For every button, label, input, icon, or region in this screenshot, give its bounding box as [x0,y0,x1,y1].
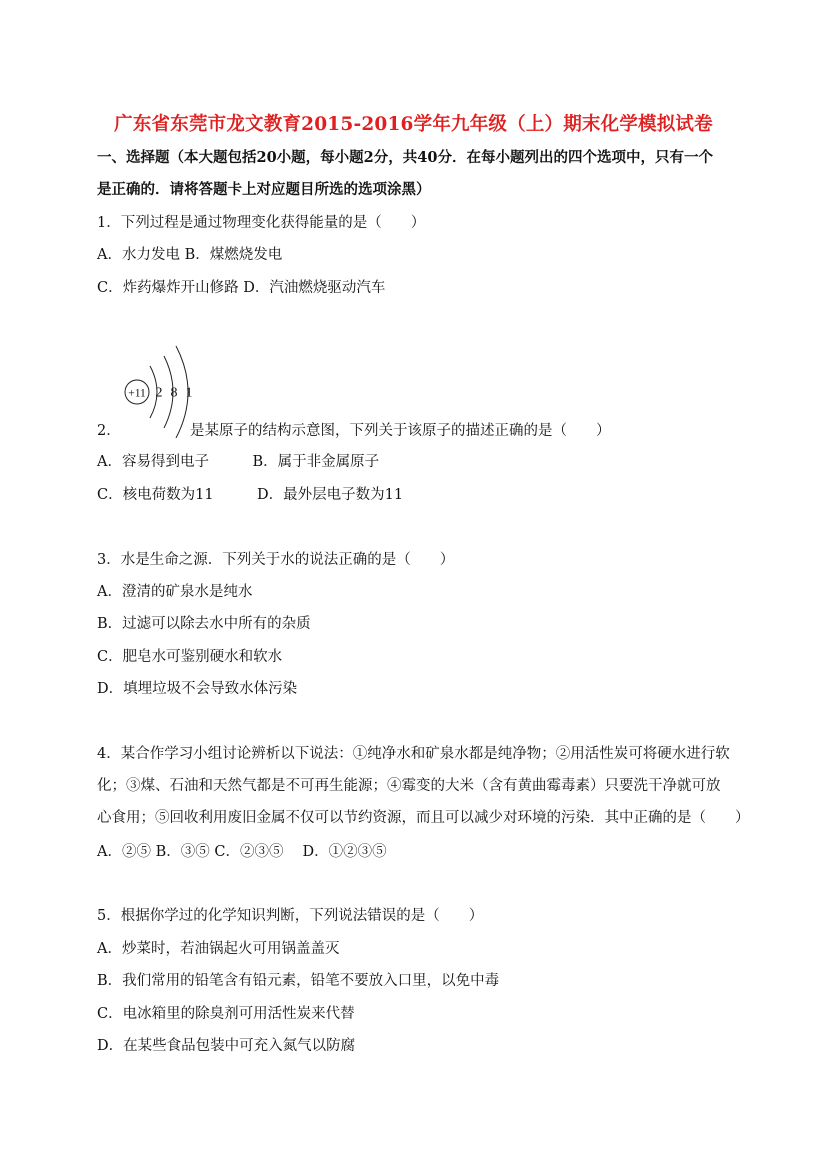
q3-option-c: C．肥皂水可鉴别硬水和软水 [97,649,283,665]
q1-options-ab: A．水力发电 B．煤燃烧发电 [97,247,283,263]
section-heading-line-1: 一、选择题（本大题包括20小题，每小题2分，共40分．在每小题列出的四个选项中，只有一个 [97,149,713,166]
q3-option-d: D．填埋垃圾不会导致水体污染 [97,681,298,697]
shell-1-electrons: 2 [155,385,163,401]
q5-option-c: C．电冰箱里的除臭剂可用活性炭来代替 [97,1006,355,1022]
nucleus-charge: +11 [128,387,146,400]
q2-number: 2． [97,423,121,439]
q5-option-a: A．炒菜时，若油锅起火可用锅盖盖灭 [97,941,340,957]
q1-stem: 1．下列过程是通过物理变化获得能量的是（ ） [97,215,426,231]
q2-options-ab: A．容易得到电子 B．属于非金属原子 [97,454,380,470]
section-heading-line-2: 是正确的．请将答题卡上对应题目所选的选项涂黑） [97,181,431,198]
q4-options: A．②⑤ B．③⑤ C．②③⑤ D．①②③⑤ [97,844,387,860]
q2-options-cd: C．核电荷数为11 D．最外层电子数为11 [97,487,404,503]
page-title: 广东省东莞市龙文教育2015-2016学年九年级（上）期末化学模拟试卷 [114,114,713,135]
q5-option-d: D．在某些食品包装中可充入氮气以防腐 [97,1038,356,1054]
q1-options-cd: C．炸药爆炸开山修路 D．汽油燃烧驱动汽车 [97,280,386,296]
q3-stem: 3．水是生命之源．下列关于水的说法正确的是（ ） [97,552,455,568]
shell-2-electrons: 8 [170,385,178,401]
q5-option-b: B．我们常用的铅笔含有铅元素，铅笔不要放入口里，以免中毒 [97,973,500,989]
shell-3-electrons: 1 [185,385,193,401]
q4-stem-line-3: 心食用；⑤回收利用废旧金属不仅可以节约资源，而且可以减少对环境的污染．其中正确的是（ ） [97,810,750,826]
q5-stem: 5．根据你学过的化学知识判断，下列说法错误的是（ ） [97,908,484,924]
q2-stem: 是某原子的结构示意图，下列关于该原子的描述正确的是（ ） [190,423,611,439]
q3-option-a: A．澄清的矿泉水是纯水 [97,584,253,600]
q4-stem-line-1: 4．某合作学习小组讨论辨析以下说法：①纯净水和矿泉水都是纯净物；②用活性炭可将硬水进行软 [97,746,730,762]
q3-option-b: B．过滤可以除去水中所有的杂质 [97,616,311,632]
q4-stem-line-2: 化；③煤、石油和天然气都是不可再生能源；④霉变的大米（含有黄曲霉毒素）只要洗干净就可放 [97,778,721,794]
